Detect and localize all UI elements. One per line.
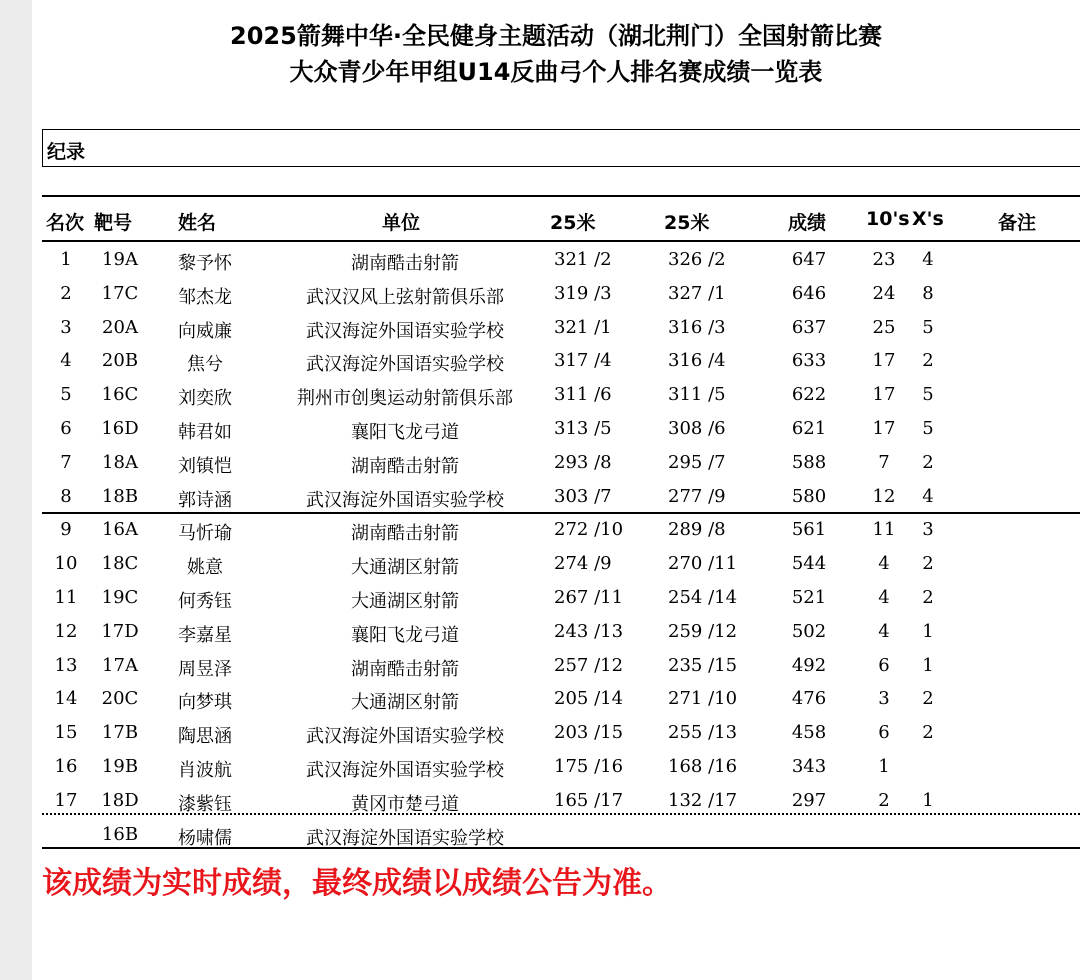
table-row <box>32 480 1080 514</box>
dist2-score-cell: 255 /13 <box>668 722 738 744</box>
target-cell: 18C <box>101 553 139 575</box>
header-name: 姓名 <box>178 212 217 234</box>
table-row <box>32 243 1080 277</box>
total-cell: 622 <box>791 384 827 406</box>
name-cell: 焦兮 <box>187 354 223 376</box>
rank-cell: 3 <box>60 316 72 338</box>
rank-cell: 12 <box>54 620 78 642</box>
dotted-divider <box>42 813 1080 815</box>
header-dist1: 25米 <box>550 212 596 234</box>
tens-cell: 2 <box>878 789 890 811</box>
target-cell: 19A <box>102 249 138 270</box>
dist1-score-cell: 203 /15 <box>554 722 624 744</box>
table-row <box>32 682 1080 716</box>
total-cell: 544 <box>791 553 827 575</box>
target-cell: 20B <box>101 350 139 372</box>
dist2-score-cell: 311 /5 <box>668 384 726 406</box>
rank-cell: 4 <box>60 350 72 372</box>
target-cell: 16A <box>102 519 138 541</box>
dist1-score-cell: 272 /10 <box>554 519 624 541</box>
total-cell: 561 <box>791 519 827 541</box>
target-cell: 16B <box>101 823 139 845</box>
name-cell: 李嘉星 <box>178 624 232 646</box>
rank-cell: 5 <box>60 384 72 406</box>
total-cell: 580 <box>791 485 827 507</box>
dist2-score-cell: 316 /4 <box>668 350 726 372</box>
dist1-score-cell: 303 /7 <box>554 485 612 507</box>
table-row <box>32 513 1080 547</box>
rank-cell: 17 <box>54 789 78 811</box>
name-cell: 马忻瑜 <box>178 523 232 545</box>
header-unit: 单位 <box>382 212 421 234</box>
header-rank: 名次 <box>46 212 85 234</box>
name-cell: 周昱泽 <box>178 658 232 680</box>
dist1-score-cell: 319 /3 <box>554 282 612 304</box>
tens-cell: 17 <box>872 350 896 372</box>
xs-cell: 2 <box>922 688 934 710</box>
target-cell: 16D <box>101 417 139 439</box>
dist2-score-cell: 326 /2 <box>668 249 726 270</box>
unit-cell: 荆州市创奥运动射箭俱乐部 <box>297 388 513 410</box>
xs-cell: 5 <box>922 417 934 439</box>
group-divider-rule <box>42 512 1080 514</box>
dist1-score-cell: 311 /6 <box>554 384 612 406</box>
rank-cell: 10 <box>54 553 78 575</box>
name-cell: 姚意 <box>187 557 223 579</box>
header-note: 备注 <box>998 212 1037 234</box>
name-cell: 邹杰龙 <box>178 286 232 308</box>
unit-cell: 黄冈市楚弓道 <box>351 793 459 815</box>
xs-cell: 5 <box>922 384 934 406</box>
tens-cell: 6 <box>878 654 890 676</box>
unit-cell: 大通湖区射箭 <box>351 557 459 579</box>
xs-cell: 2 <box>922 586 934 608</box>
name-cell: 陶思涵 <box>178 726 232 748</box>
dist2-score-cell: 270 /11 <box>668 553 738 575</box>
target-cell: 17C <box>101 282 139 304</box>
xs-cell: 5 <box>922 316 934 338</box>
tens-cell: 12 <box>872 485 896 507</box>
total-cell: 476 <box>791 688 827 710</box>
xs-cell: 4 <box>922 249 934 270</box>
dist2-score-cell: 132 /17 <box>668 789 738 811</box>
unit-cell: 武汉海淀外国语实验学校 <box>306 354 504 376</box>
dist1-score-cell: 243 /13 <box>554 620 624 642</box>
total-cell: 633 <box>791 350 827 372</box>
unit-cell: 武汉海淀外国语实验学校 <box>306 726 504 748</box>
total-cell: 621 <box>791 417 827 439</box>
rank-cell: 8 <box>60 485 72 507</box>
unit-cell: 大通湖区射箭 <box>351 590 459 612</box>
name-cell: 肖波航 <box>178 759 232 781</box>
name-cell: 向威廉 <box>178 320 232 342</box>
dist2-score-cell: 295 /7 <box>668 451 726 473</box>
unit-cell: 湖南酷击射箭 <box>351 658 459 680</box>
header-bottom-rule <box>42 240 1080 242</box>
table-row <box>32 547 1080 581</box>
dist1-score-cell: 257 /12 <box>554 654 624 676</box>
tens-cell: 3 <box>878 688 890 710</box>
header-tens: 10's <box>866 208 910 230</box>
unit-cell: 大通湖区射箭 <box>351 692 459 714</box>
dist2-score-cell: 168 /16 <box>668 755 738 777</box>
target-cell: 19C <box>101 586 139 608</box>
header-total: 成绩 <box>788 212 827 234</box>
dist1-score-cell: 165 /17 <box>554 789 624 811</box>
xs-cell: 3 <box>922 519 934 541</box>
dist2-score-cell: 254 /14 <box>668 586 738 608</box>
xs-cell: 2 <box>922 722 934 744</box>
dist2-score-cell: 289 /8 <box>668 519 726 541</box>
rank-cell: 1 <box>60 249 72 270</box>
unit-cell: 武汉海淀外国语实验学校 <box>306 759 504 781</box>
title-line-2: 大众青少年甲组U14反曲弓个人排名赛成绩一览表 <box>289 58 823 86</box>
dist1-score-cell: 267 /11 <box>554 586 624 608</box>
notice-text: 该成绩为实时成绩，最终成绩以成绩公告为准。 <box>42 866 672 901</box>
unit-cell: 襄阳飞龙弓道 <box>351 421 459 443</box>
tens-cell: 4 <box>878 620 890 642</box>
tens-cell: 11 <box>872 519 896 541</box>
tens-cell: 4 <box>878 586 890 608</box>
table-row <box>32 750 1080 784</box>
results-table <box>32 243 1080 851</box>
name-cell: 向梦琪 <box>178 692 232 714</box>
unit-cell: 武汉海淀外国语实验学校 <box>306 827 504 849</box>
rank-cell: 6 <box>60 417 72 439</box>
rank-cell: 2 <box>60 282 72 304</box>
total-cell: 647 <box>791 249 827 270</box>
xs-cell: 8 <box>922 282 934 304</box>
results-sheet <box>32 0 1080 980</box>
dist1-score-cell: 293 /8 <box>554 451 612 473</box>
table-row <box>32 378 1080 412</box>
table-row <box>32 649 1080 683</box>
record-label: 纪录 <box>47 141 86 163</box>
target-cell: 18B <box>101 485 139 507</box>
table-row <box>32 446 1080 480</box>
total-cell: 343 <box>791 755 827 777</box>
dist2-score-cell: 259 /12 <box>668 620 738 642</box>
name-cell: 刘镇恺 <box>178 455 232 477</box>
header-xs: X's <box>912 208 944 230</box>
total-cell: 646 <box>791 282 827 304</box>
dist2-score-cell: 277 /9 <box>668 485 726 507</box>
total-cell: 588 <box>791 451 827 473</box>
name-cell: 韩君如 <box>178 421 232 443</box>
rank-cell: 15 <box>54 722 78 744</box>
tens-cell: 7 <box>878 451 890 473</box>
table-row <box>32 344 1080 378</box>
dist2-score-cell: 316 /3 <box>668 316 726 338</box>
header-target: 靶号 <box>94 212 133 234</box>
name-cell: 刘奕欣 <box>178 388 232 410</box>
rank-cell: 14 <box>54 688 78 710</box>
tens-cell: 24 <box>872 282 896 304</box>
total-cell: 458 <box>791 722 827 744</box>
dist1-score-cell: 175 /16 <box>554 755 624 777</box>
record-box <box>42 129 1080 167</box>
dist1-score-cell: 274 /9 <box>554 553 612 575</box>
tens-cell: 1 <box>878 755 890 777</box>
dist2-score-cell: 308 /6 <box>668 417 726 439</box>
rank-cell: 13 <box>54 654 78 676</box>
dist1-score-cell: 321 /1 <box>554 316 612 338</box>
tens-cell: 17 <box>872 384 896 406</box>
total-cell: 502 <box>791 620 827 642</box>
target-cell: 20A <box>102 316 138 338</box>
total-cell: 492 <box>791 654 827 676</box>
table-row <box>32 277 1080 311</box>
xs-cell: 2 <box>922 451 934 473</box>
name-cell: 漆紫钰 <box>178 793 232 815</box>
name-cell: 何秀钰 <box>178 590 232 612</box>
unit-cell: 武汉海淀外国语实验学校 <box>306 320 504 342</box>
rank-cell: 16 <box>54 755 78 777</box>
target-cell: 19B <box>101 755 139 777</box>
table-row <box>32 581 1080 615</box>
dist1-score-cell: 205 /14 <box>554 688 624 710</box>
dist2-score-cell: 235 /15 <box>668 654 738 676</box>
xs-cell: 4 <box>922 485 934 507</box>
dist1-score-cell: 321 /2 <box>554 249 612 270</box>
header-top-rule <box>42 195 1080 197</box>
dist1-score-cell: 317 /4 <box>554 350 612 372</box>
rank-cell: 9 <box>60 519 72 541</box>
tens-cell: 23 <box>872 249 896 270</box>
dist1-score-cell: 313 /5 <box>554 417 612 439</box>
xs-cell: 1 <box>922 654 934 676</box>
target-cell: 17B <box>101 722 139 744</box>
tens-cell: 4 <box>878 553 890 575</box>
name-cell: 黎予怀 <box>178 253 232 274</box>
table-row <box>32 716 1080 750</box>
tens-cell: 25 <box>872 316 896 338</box>
xs-cell: 2 <box>922 350 934 372</box>
xs-cell: 1 <box>922 789 934 811</box>
unit-cell: 湖南酷击射箭 <box>351 455 459 477</box>
title-line-1: 2025箭舞中华·全民健身主题活动（湖北荆门）全国射箭比赛 <box>230 22 882 50</box>
name-cell: 杨啸儒 <box>178 827 232 849</box>
table-bottom-rule <box>42 847 1080 849</box>
rank-cell: 11 <box>54 586 78 608</box>
target-cell: 18A <box>102 451 138 473</box>
rank-cell: 7 <box>60 451 72 473</box>
target-cell: 17D <box>101 620 139 642</box>
tens-cell: 6 <box>878 722 890 744</box>
name-cell: 郭诗涵 <box>178 489 232 511</box>
total-cell: 521 <box>791 586 827 608</box>
unit-cell: 武汉海淀外国语实验学校 <box>306 489 504 511</box>
header-dist2: 25米 <box>664 212 710 234</box>
target-cell: 20C <box>101 688 139 710</box>
target-cell: 18D <box>101 789 139 811</box>
unit-cell: 湖南酷击射箭 <box>351 253 459 274</box>
table-row <box>32 412 1080 446</box>
total-cell: 637 <box>791 316 827 338</box>
xs-cell: 2 <box>922 553 934 575</box>
table-row <box>32 311 1080 345</box>
dist2-score-cell: 271 /10 <box>668 688 738 710</box>
xs-cell: 1 <box>922 620 934 642</box>
target-cell: 16C <box>101 384 139 406</box>
target-cell: 17A <box>102 654 138 676</box>
unit-cell: 襄阳飞龙弓道 <box>351 624 459 646</box>
tens-cell: 17 <box>872 417 896 439</box>
unit-cell: 湖南酷击射箭 <box>351 523 459 545</box>
total-cell: 297 <box>791 789 827 811</box>
dist2-score-cell: 327 /1 <box>668 282 726 304</box>
unit-cell: 武汉汉风上弦射箭俱乐部 <box>306 286 504 308</box>
table-row <box>32 615 1080 649</box>
